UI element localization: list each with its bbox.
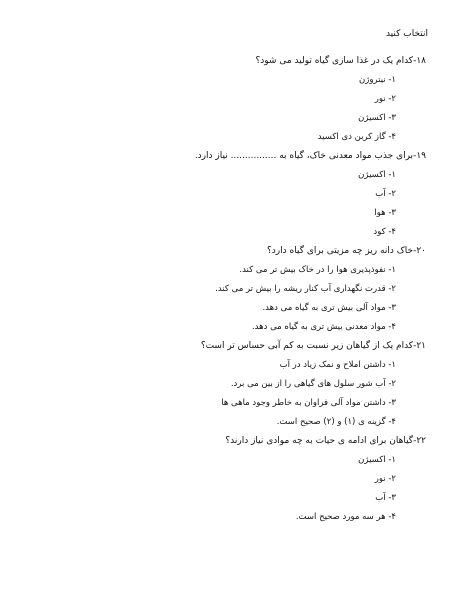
question-20-option-3: ۳- مواد آلی بیش تری به گیاه می دهد. [262,303,396,313]
question-19-option-2: ۲- آب [375,189,396,199]
section-title: انتخاب کنید [385,29,428,39]
question-21-option-2: ۲- آب شور سلول های گیاهی را از بین می برد. [230,379,396,389]
question-18-text: ۱۸-کدام یک در غذا سازی گیاه تولید می شود؟ [255,56,426,66]
question-21-option-1: ۱- داشتن املاح و نمک زیاد در آب [279,360,396,370]
question-22-option-3: ۳- آب [375,493,396,503]
question-19-option-4: ۴- کود [373,227,396,237]
question-21-option-4: ۴- گزینه ی (۱) و (۲) صحیح است. [276,417,396,427]
question-19-option-3: ۳- هوا [374,208,396,218]
question-20-option-1: ۱- نفوذپذیری هوا را در خاک بیش تر می کند. [239,265,396,275]
question-20-option-2: ۲- قدرت نگهداری آب کنار ریشه را بیش تر می کند. [215,284,396,294]
question-18-option-3: ۳- اکسیژن [358,113,396,123]
question-21-text: ۲۱-کدام یک از گیاهان زیر نسبت به کم آبی حساس تر است؟ [200,341,426,351]
question-22-option-4: ۴- هر سه مورد صحیح است. [295,512,396,522]
question-22-text: ۲۲-گیاهان برای ادامه ی حیات به چه موادی نیاز دارند؟ [225,436,426,446]
question-18-option-2: ۲- نور [374,94,396,104]
question-18-option-1: ۱- نیتروژن [359,75,396,85]
question-19-text: ۱۹-برای جذب مواد معدنی خاک، گیاه به ................ نیاز دارد. [194,151,426,161]
question-22-option-1: ۱- اکسیژن [358,455,396,465]
question-22-option-2: ۲- نور [374,474,396,484]
question-19-option-1: ۱- اکسیژن [358,170,396,180]
question-21-option-3: ۳- داشتن مواد آلی فراوان به خاطر وجود ماهی ها [221,398,396,408]
question-18-option-4: ۴- گاز کربن دی اکسید [317,132,396,142]
question-20-text: ۲۰-خاک دانه ریز چه مزیتی برای گیاه دارد؟ [267,246,426,256]
question-20-option-4: ۴- مواد معدنی بیش تری به گیاه می دهد. [251,322,396,332]
